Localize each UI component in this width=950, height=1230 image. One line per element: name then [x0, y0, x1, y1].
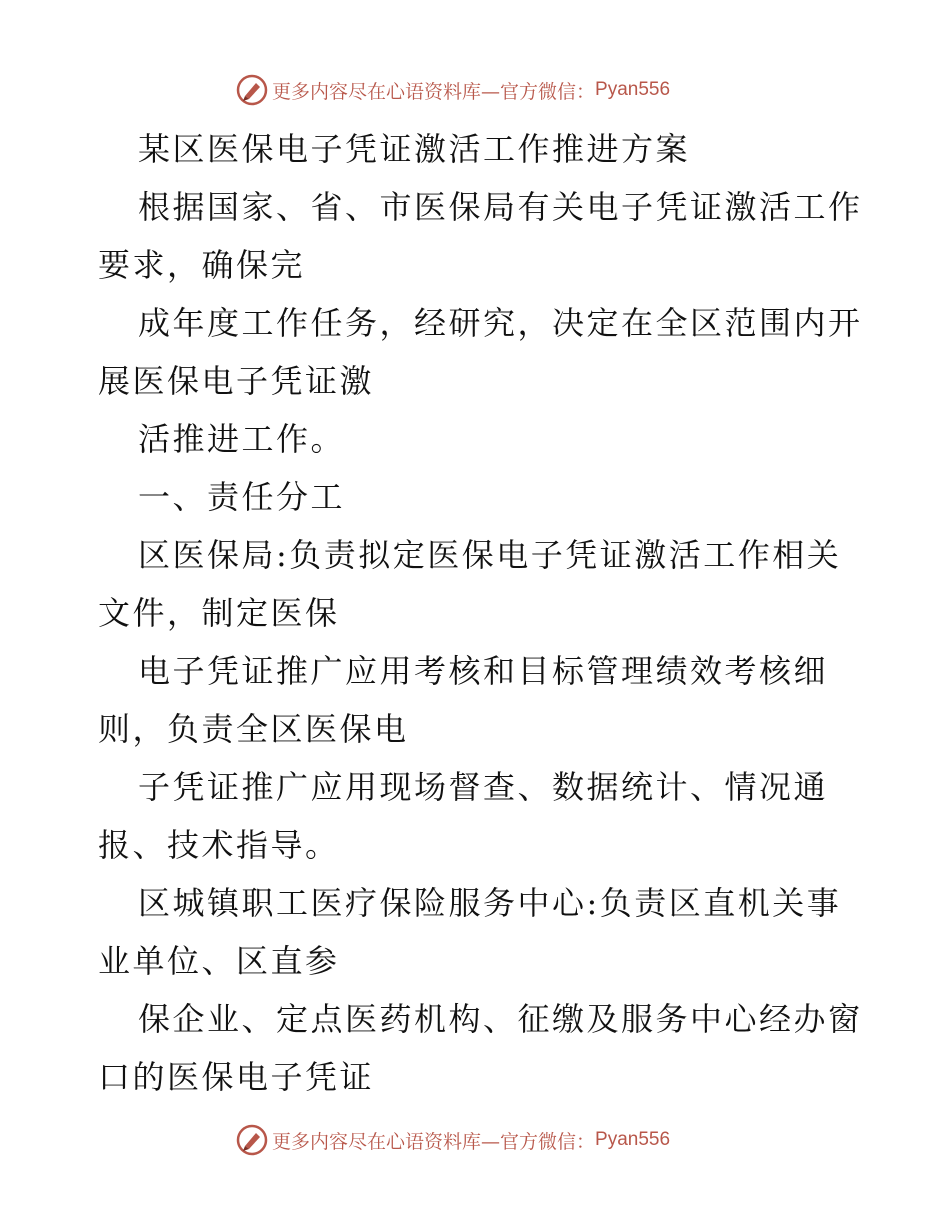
text-line: 报、技术指导。	[98, 826, 340, 864]
watermark-text: 更多内容尽在心语资料库—官方微信：	[272, 1130, 596, 1153]
text-line: 文件，制定医保	[98, 594, 340, 632]
text-line: 区医保局:负责拟定医保电子凭证激活工作相关	[138, 536, 842, 574]
watermark-account: Pyan556	[595, 79, 671, 100]
text-line: 区城镇职工医疗保险服务中心:负责区直机关事	[138, 884, 842, 922]
logo-icon	[236, 1124, 268, 1156]
logo-icon	[236, 74, 268, 106]
text-line: 保企业、定点医药机构、征缴及服务中心经办窗	[138, 1000, 863, 1038]
text-line: 活推进工作。	[138, 420, 346, 458]
document-body	[98, 120, 863, 1106]
text-line: 展医保电子凭证激	[98, 362, 375, 400]
text-line: 一、责任分工	[138, 478, 346, 516]
text-line: 则，负责全区医保电	[98, 710, 409, 748]
text-line: 某区医保电子凭证激活工作推进方案	[138, 130, 691, 168]
text-line: 口的医保电子凭证	[98, 1058, 375, 1096]
text-line: 业单位、区直参	[98, 942, 340, 980]
text-line: 根据国家、省、市医保局有关电子凭证激活工作	[138, 188, 863, 226]
text-line: 电子凭证推广应用考核和目标管理绩效考核细	[138, 652, 829, 690]
watermark-footer	[236, 1123, 670, 1157]
text-line: 子凭证推广应用现场督查、数据统计、情况通	[138, 768, 829, 806]
watermark-header	[236, 73, 670, 107]
text-line: 成年度工作任务，经研究，决定在全区范围内开	[138, 304, 863, 342]
watermark-account: Pyan556	[595, 1129, 671, 1150]
text-line: 要求，确保完	[98, 246, 306, 284]
watermark-text: 更多内容尽在心语资料库—官方微信：	[272, 80, 596, 103]
